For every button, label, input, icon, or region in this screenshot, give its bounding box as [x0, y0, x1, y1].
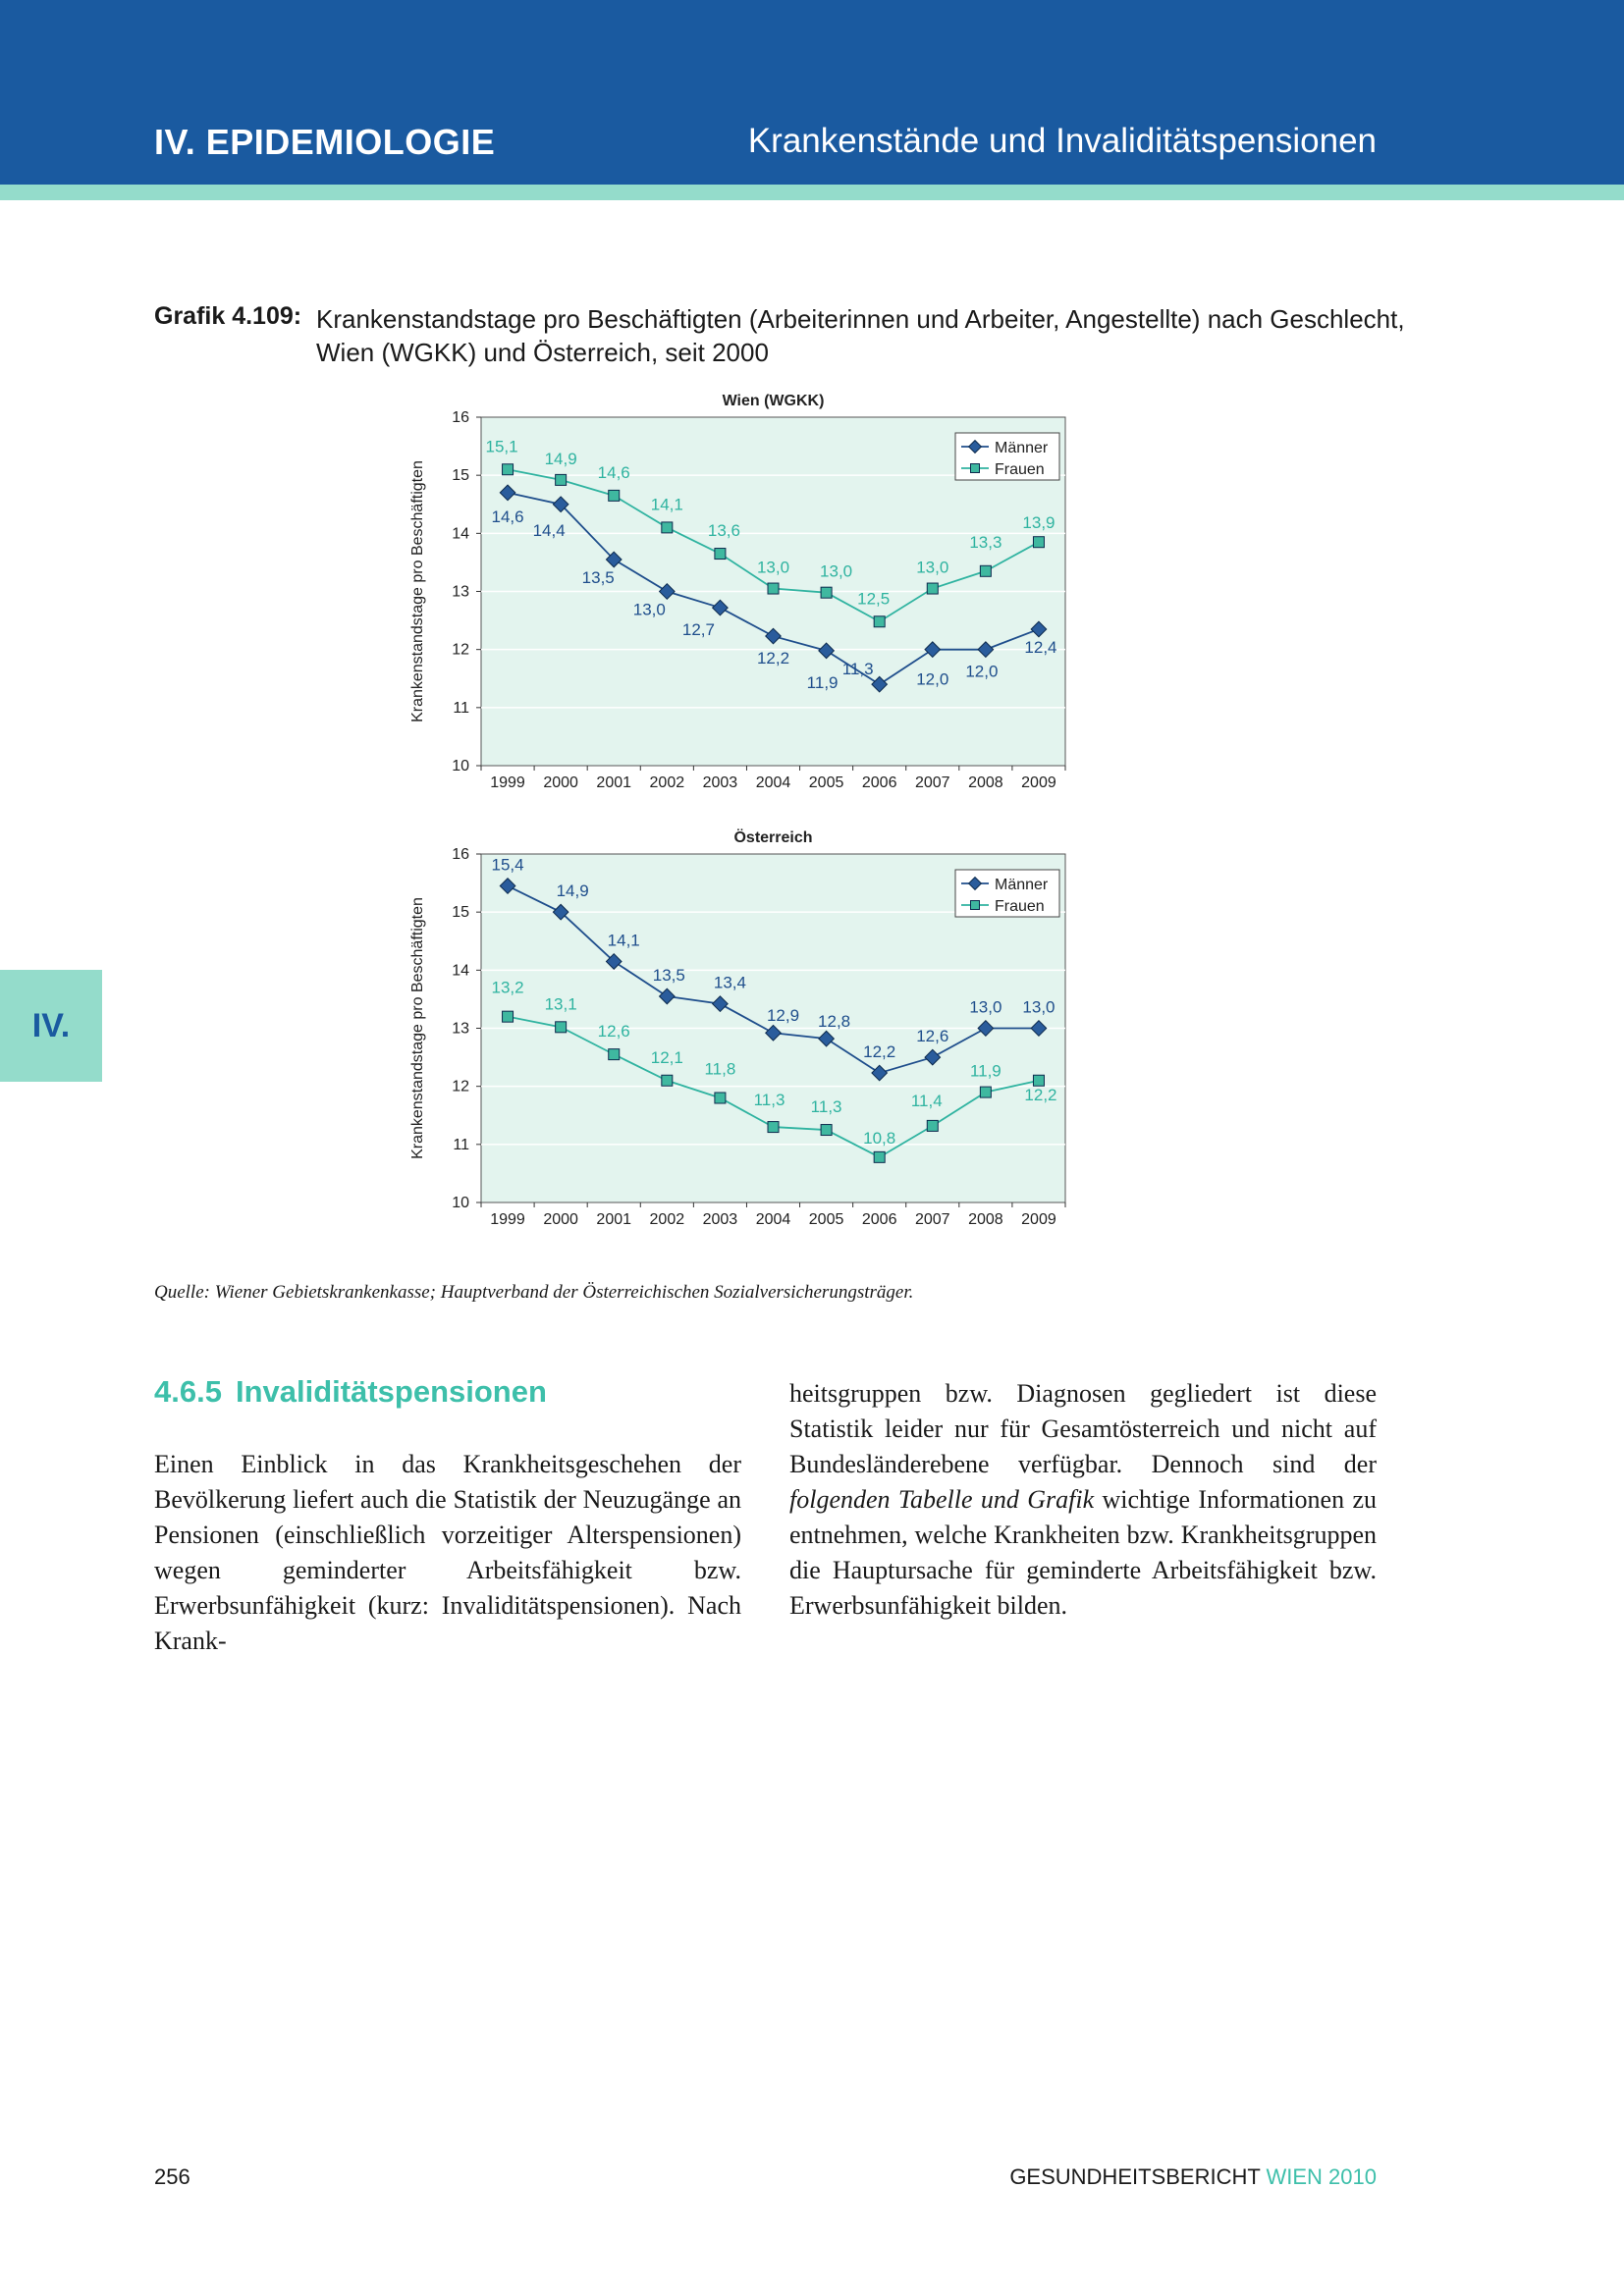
- x-tick-label: 1999: [490, 1211, 525, 1228]
- data-point-frauen: [1033, 537, 1044, 548]
- data-label-maenner: 11,3: [841, 660, 874, 679]
- x-tick-label: 2004: [755, 1211, 791, 1228]
- publication-name: [1009, 2164, 1377, 2190]
- section-heading: [154, 1374, 547, 1410]
- x-tick-label: 2002: [649, 1211, 685, 1228]
- data-label-frauen: 13,9: [1022, 513, 1056, 533]
- data-point-frauen: [715, 549, 726, 560]
- data-label-frauen: 14,9: [544, 449, 577, 468]
- y-tick-label: 12: [452, 1078, 469, 1095]
- x-tick-label: 2009: [1021, 1211, 1056, 1228]
- data-label-maenner: 13,0: [632, 600, 666, 619]
- legend-label: Männer: [995, 877, 1049, 893]
- data-point-frauen: [821, 1125, 832, 1136]
- data-label-frauen: 13,0: [916, 558, 949, 577]
- data-label-maenner: 13,5: [581, 567, 615, 587]
- y-axis-label: Krankenstandstage pro Beschäftigten: [409, 460, 426, 722]
- y-tick-label: 14: [452, 525, 469, 543]
- data-label-frauen: 11,3: [753, 1091, 785, 1110]
- data-point-frauen: [874, 1151, 885, 1162]
- data-label-frauen: 13,3: [969, 532, 1002, 552]
- data-label-maenner: 15,4: [491, 855, 524, 875]
- x-tick-label: 2003: [702, 774, 738, 791]
- data-point-frauen: [609, 490, 620, 501]
- data-label-frauen: 15,1: [485, 437, 518, 456]
- data-label-frauen: 13,6: [707, 521, 740, 541]
- data-label-frauen: 14,6: [597, 462, 630, 482]
- x-tick-label: 2000: [543, 1211, 578, 1228]
- data-label-maenner: 12,2: [756, 649, 790, 668]
- body-text-right-part1: heitsgruppen bzw. Diagnosen gegliedert ist diese Statistik leider nur für Gesamtösterreich und nicht auf Bundesländerebene verfügbar. Dennoch sind der: [789, 1379, 1377, 1478]
- data-point-frauen: [503, 1011, 514, 1022]
- legend-label: Frauen: [995, 898, 1045, 915]
- data-label-maenner: 14,1: [607, 931, 640, 950]
- y-tick-label: 15: [452, 904, 469, 922]
- y-tick-label: 16: [452, 409, 469, 426]
- x-tick-label: 2002: [649, 774, 685, 791]
- data-point-frauen: [1033, 1075, 1044, 1086]
- data-label-frauen: 12,5: [857, 589, 891, 609]
- body-text-right-emphasis: folgenden Tabelle und Grafik: [789, 1485, 1095, 1514]
- y-tick-label: 14: [452, 962, 469, 980]
- y-tick-label: 15: [452, 467, 469, 485]
- data-label-maenner: 12,9: [766, 1006, 800, 1026]
- x-tick-label: 2001: [596, 774, 632, 791]
- data-label-maenner: 13,5: [652, 965, 685, 985]
- x-tick-label: 2005: [808, 774, 844, 791]
- y-tick-label: 10: [452, 758, 469, 774]
- data-point-frauen: [927, 583, 938, 594]
- legend-marker-frauen: [971, 901, 980, 910]
- data-label-frauen: 13,2: [491, 978, 524, 997]
- data-label-maenner: 13,0: [969, 997, 1002, 1017]
- section-title: Invaliditätspensionen: [235, 1374, 547, 1409]
- x-tick-label: 2005: [808, 1211, 844, 1228]
- y-tick-label: 13: [452, 1020, 469, 1038]
- data-label-maenner: 12,0: [916, 669, 949, 689]
- data-label-frauen: 11,9: [969, 1061, 1001, 1081]
- x-tick-label: 2003: [702, 1211, 738, 1228]
- chart-wien: [403, 383, 1070, 805]
- figure-label: Grafik 4.109:: [154, 302, 302, 330]
- data-point-frauen: [980, 565, 991, 576]
- legend-label: Frauen: [995, 461, 1045, 478]
- data-point-frauen: [503, 464, 514, 475]
- data-label-maenner: 12,2: [863, 1042, 896, 1062]
- data-label-maenner: 14,4: [532, 520, 566, 540]
- data-point-frauen: [609, 1049, 620, 1060]
- x-tick-label: 2007: [914, 1211, 950, 1228]
- x-tick-label: 2004: [755, 774, 791, 791]
- data-label-frauen: 13,0: [820, 561, 853, 581]
- data-label-maenner: 12,0: [965, 662, 999, 681]
- data-label-frauen: 11,4: [910, 1091, 943, 1110]
- x-tick-label: 1999: [490, 774, 525, 791]
- x-tick-label: 2001: [596, 1211, 632, 1228]
- x-tick-label: 2009: [1021, 774, 1056, 791]
- data-point-frauen: [768, 1122, 779, 1133]
- x-tick-label: 2006: [861, 774, 897, 791]
- publication-main: GESUNDHEITSBERICHT: [1009, 2164, 1267, 2189]
- x-tick-label: 2008: [968, 774, 1003, 791]
- data-label-frauen: 11,8: [704, 1059, 736, 1079]
- data-point-frauen: [821, 587, 832, 598]
- data-label-frauen: 13,1: [544, 994, 577, 1014]
- data-point-frauen: [662, 522, 673, 533]
- data-label-maenner: 14,9: [556, 881, 589, 901]
- data-label-maenner: 14,6: [491, 507, 524, 526]
- source-note: Quelle: Wiener Gebietskrankenkasse; Hauptverband der Österreichischen Sozialversicherungsträger.: [154, 1282, 914, 1303]
- y-tick-label: 12: [452, 641, 469, 659]
- data-label-frauen: 11,3: [810, 1097, 842, 1117]
- x-tick-label: 2000: [543, 774, 578, 791]
- topic-title: Krankenstände und Invaliditätspensionen: [747, 122, 1377, 160]
- x-tick-label: 2007: [914, 774, 950, 791]
- data-label-frauen: 10,8: [863, 1128, 896, 1148]
- chapter-title: IV. EPIDEMIOLOGIE: [154, 122, 496, 162]
- data-label-frauen: 12,1: [650, 1047, 683, 1067]
- body-text-right: [789, 1376, 1377, 1624]
- y-tick-label: 16: [452, 846, 469, 863]
- y-tick-label: 11: [453, 699, 469, 717]
- page-number: 256: [154, 2164, 190, 2189]
- data-label-frauen: 12,2: [1024, 1085, 1057, 1104]
- data-point-frauen: [927, 1120, 938, 1131]
- data-point-frauen: [662, 1075, 673, 1086]
- publication-accent: WIEN 2010: [1266, 2164, 1377, 2189]
- data-label-maenner: 11,9: [806, 672, 839, 692]
- data-label-frauen: 14,1: [650, 495, 683, 514]
- chart-title: Wien (WGKK): [722, 393, 825, 409]
- header-stripe: [0, 185, 1624, 200]
- chart-oesterreich: [403, 820, 1070, 1242]
- data-label-maenner: 13,0: [1022, 997, 1056, 1017]
- data-label-frauen: 13,0: [756, 558, 790, 577]
- body-text-left: Einen Einblick in das Krankheitsgeschehen der Bevölkerung liefert auch die Statistik der Neuzugänge an Pensionen (einschließlich vorzeitiger Alterspensionen) wegen geminderter Arbeitsfähigkeit bzw. Erwerbsunfähigkeit (kurz: Invaliditätspensionen). Nach Krank-: [154, 1450, 741, 1655]
- body-text-right-part2: wichtige Informationen zu entnehmen, welche Krankheiten bzw. Krankheitsgruppen die Hauptursache für geminderte Arbeitsfähigkeit bzw. Erwerbsunfähigkeit bilden.: [789, 1485, 1377, 1620]
- legend-label: Männer: [995, 440, 1049, 456]
- data-label-maenner: 12,6: [916, 1027, 949, 1046]
- data-label-maenner: 13,4: [713, 973, 746, 992]
- y-tick-label: 10: [452, 1195, 469, 1211]
- data-point-frauen: [715, 1093, 726, 1103]
- data-point-frauen: [874, 616, 885, 627]
- data-label-maenner: 12,7: [681, 620, 715, 640]
- data-point-frauen: [768, 583, 779, 594]
- chapter-tab: IV.: [0, 970, 102, 1082]
- y-tick-label: 11: [453, 1136, 469, 1153]
- legend-marker-frauen: [971, 464, 980, 473]
- section-number: 4.6.5: [154, 1374, 222, 1409]
- x-tick-label: 2006: [861, 1211, 897, 1228]
- data-label-maenner: 12,8: [818, 1012, 851, 1032]
- data-label-frauen: 12,6: [597, 1022, 630, 1041]
- y-axis-label: Krankenstandstage pro Beschäftigten: [409, 897, 426, 1159]
- figure-title: Krankenstandstage pro Beschäftigten (Arbeiterinnen und Arbeiter, Angestellte) nach Geschlecht, Wien (WGKK) und Österreich, seit 2000: [316, 304, 1405, 367]
- data-point-frauen: [556, 474, 567, 485]
- data-label-maenner: 12,4: [1024, 637, 1057, 657]
- chart-title: Österreich: [733, 829, 813, 846]
- data-point-frauen: [980, 1087, 991, 1097]
- x-tick-label: 2008: [968, 1211, 1003, 1228]
- y-tick-label: 13: [452, 583, 469, 601]
- data-point-frauen: [556, 1022, 567, 1033]
